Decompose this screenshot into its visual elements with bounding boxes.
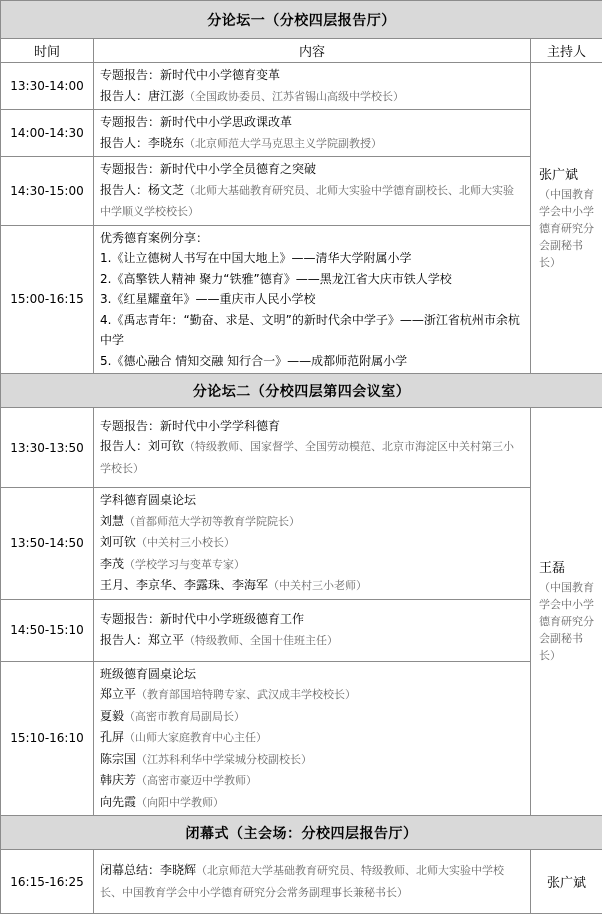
topic-text: 专题报告：新时代中小学班级德育工作 <box>100 609 524 630</box>
participant-note: （中关村三小校长） <box>136 536 235 549</box>
speaker-line <box>100 630 524 652</box>
time-cell: 15:00-16:15 <box>1 225 94 374</box>
roundtable-title: 学科德育圆桌论坛 <box>100 490 524 511</box>
topic-text: 专题报告：新时代中小学德育变革 <box>100 65 524 86</box>
participant-note: （教育部国培特聘专家、武汉成丰学校校长） <box>136 688 356 701</box>
participant <box>100 575 524 597</box>
participant-name: 李茂 <box>100 557 124 571</box>
speaker-line <box>100 133 524 155</box>
table-row <box>1 850 602 914</box>
speaker-line <box>100 180 524 223</box>
host-description: （中国教育学会中小学德育研究分会副秘书长） <box>539 579 598 664</box>
participant <box>100 511 524 533</box>
content-cell <box>94 850 531 914</box>
participant-name: 刘可钦 <box>100 535 136 549</box>
closing-title: 闭幕式（主会场：分校四层报告厅） <box>1 816 602 850</box>
time-cell: 13:50-14:50 <box>1 488 94 600</box>
case-item: 1.《让立德树人书写在中国大地上》——清华大学附属小学 <box>100 248 524 269</box>
header-row <box>1 39 602 63</box>
participant <box>100 749 524 771</box>
participant-note: （向阳中学教师） <box>136 796 224 809</box>
speaker-line <box>100 436 524 479</box>
speaker-note: （北京师范大学马克思主义学院副教授） <box>184 137 382 150</box>
host-name: 王磊 <box>539 559 598 579</box>
participant-name: 夏毅 <box>100 709 124 723</box>
participant-name: 王月、李京华、李露珠、李海军 <box>100 578 268 592</box>
forum2-host-cell <box>531 408 602 816</box>
content-cell <box>94 63 531 110</box>
time-cell: 14:00-14:30 <box>1 110 94 157</box>
speaker-line <box>100 86 524 108</box>
content-cell <box>94 599 531 661</box>
speaker-note: （北师大基础教育研究员、北师大实验中学德育副校长、北师大实验中学顺义学校校长） <box>100 184 514 219</box>
participant <box>100 532 524 554</box>
participant <box>100 684 524 706</box>
time-cell: 13:30-14:00 <box>1 63 94 110</box>
header-content: 内容 <box>94 39 531 63</box>
topic-text: 专题报告：新时代中小学全员德育之突破 <box>100 159 524 180</box>
speaker-name: 报告人：刘可钦 <box>100 439 184 453</box>
speaker-note: （北京师范大学基础教育研究员、特级教师、北师大实验中学校长、中国教育学会中小学德育研究分会常务副理事长兼秘书长） <box>100 864 504 899</box>
time-cell: 14:30-15:00 <box>1 157 94 226</box>
participant-name: 向先霞 <box>100 795 136 809</box>
header-host: 主持人 <box>531 39 602 63</box>
table-row <box>1 110 602 157</box>
host-name: 张广斌 <box>539 166 598 186</box>
closing-title-row <box>1 816 602 850</box>
case-item: 4.《禹志青年：“勤奋、求是、文明”的新时代余中学子》——浙江省杭州市余杭中学 <box>100 310 524 351</box>
time-cell: 16:15-16:25 <box>1 850 94 914</box>
forum2-title-row <box>1 374 602 408</box>
case-item: 2.《高擎铁人精神 聚力“铁雅”德育》——黑龙江省大庆市铁人学校 <box>100 269 524 290</box>
table-row <box>1 599 602 661</box>
speaker-note: （全国政协委员、江苏省锡山高级中学校长） <box>184 90 404 103</box>
content-cell <box>94 157 531 226</box>
content-cell <box>94 408 531 488</box>
table-row <box>1 225 602 374</box>
participant-note: （学校学习与变革专家） <box>124 558 245 571</box>
participant-name: 郑立平 <box>100 687 136 701</box>
participant-name: 孔屏 <box>100 730 124 744</box>
content-cell <box>94 110 531 157</box>
participant-name: 韩庆芳 <box>100 773 136 787</box>
forum1-title: 分论坛一（分校四层报告厅） <box>1 1 602 39</box>
topic-text: 专题报告：新时代中小学学科德育 <box>100 416 524 437</box>
case-item: 3.《红星耀童年》——重庆市人民小学校 <box>100 289 524 310</box>
participant-name: 陈宗国 <box>100 752 136 766</box>
cases-cell <box>94 225 531 374</box>
speaker-line <box>100 860 524 903</box>
roundtable-title: 班级德育圆桌论坛 <box>100 664 524 685</box>
table-row <box>1 63 602 110</box>
roundtable-cell <box>94 488 531 600</box>
speaker-name: 报告人：郑立平 <box>100 633 184 647</box>
table-row <box>1 488 602 600</box>
participant-note: （中关村三小老师） <box>268 579 367 592</box>
forum1-host-cell <box>531 63 602 374</box>
closing-host: 张广斌 <box>531 850 602 914</box>
table-row <box>1 408 602 488</box>
cases-title: 优秀德育案例分享： <box>100 228 524 249</box>
speaker-name: 报告人：唐江澎 <box>100 89 184 103</box>
case-item: 5.《德心融合 情知交融 知行合一》——成都师范附属小学 <box>100 351 524 372</box>
speaker-name: 闭幕总结：李晓辉 <box>100 863 196 877</box>
forum2-title: 分论坛二（分校四层第四会议室） <box>1 374 602 408</box>
participant <box>100 706 524 728</box>
participant <box>100 554 524 576</box>
roundtable-cell <box>94 661 531 816</box>
speaker-name: 报告人：李晓东 <box>100 136 184 150</box>
speaker-note: （特级教师、全国十佳班主任） <box>184 634 338 647</box>
participant-note: （高密市教育局副局长） <box>124 710 245 723</box>
participant-note: （首都师范大学初等教育学院院长） <box>124 515 300 528</box>
speaker-name: 报告人：杨文芝 <box>100 183 184 197</box>
time-cell: 14:50-15:10 <box>1 599 94 661</box>
header-time: 时间 <box>1 39 94 63</box>
participant-note: （高密市豪迈中学教师） <box>136 774 257 787</box>
table-row <box>1 157 602 226</box>
table-row <box>1 661 602 816</box>
time-cell: 13:30-13:50 <box>1 408 94 488</box>
participant-note: （山师大家庭教育中心主任） <box>124 731 267 744</box>
participant-name: 刘慧 <box>100 514 124 528</box>
participant-note: （江苏科利华中学棠城分校副校长） <box>136 753 312 766</box>
topic-text: 专题报告：新时代中小学思政课改革 <box>100 112 524 133</box>
participant <box>100 792 524 814</box>
host-description: （中国教育学会中小学德育研究分会副秘书长） <box>539 186 598 271</box>
forum1-title-row <box>1 1 602 39</box>
participant <box>100 727 524 749</box>
time-cell: 15:10-16:10 <box>1 661 94 816</box>
participant <box>100 770 524 792</box>
speaker-note: （特级教师、国家督学、全国劳动模范、北京市海淀区中关村第三小学校长） <box>100 440 514 475</box>
